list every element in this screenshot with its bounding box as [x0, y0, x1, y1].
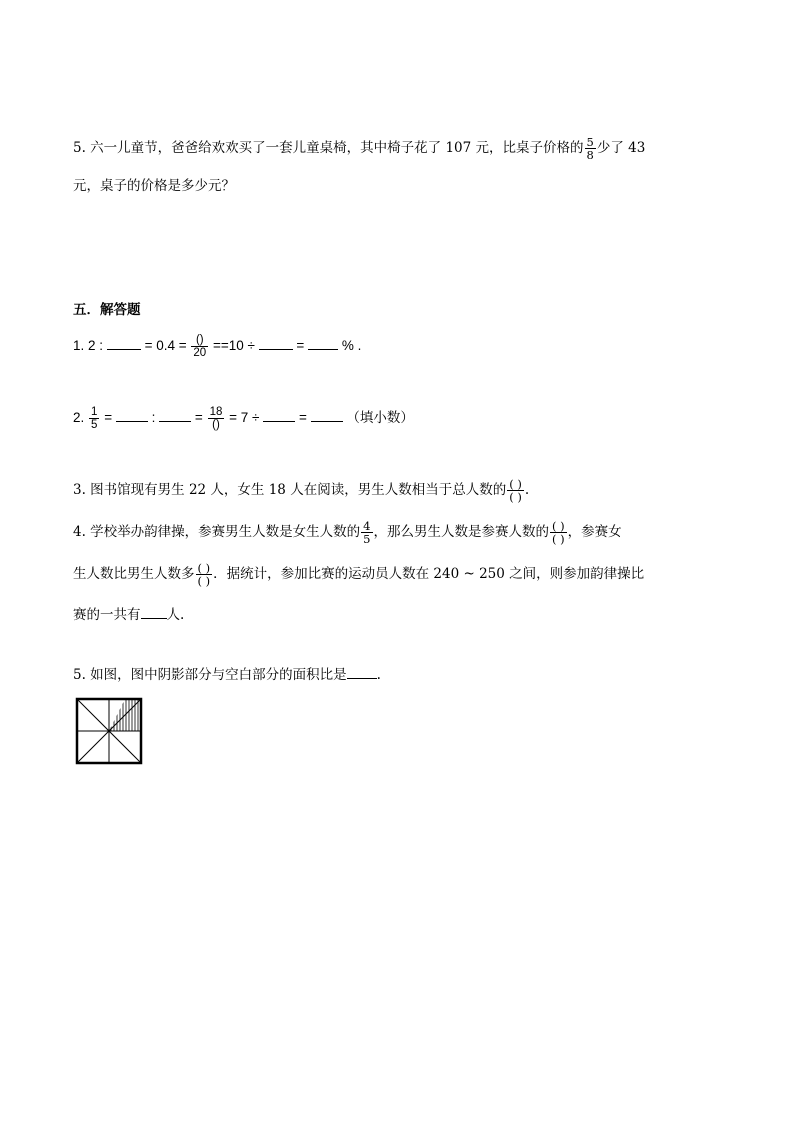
fraction-denominator: 8: [586, 148, 594, 162]
fraction-denominator: ( ): [197, 574, 211, 588]
fraction-five-eighths: [585, 136, 596, 161]
fraction-answer-blank[interactable]: [550, 520, 567, 545]
q1-eq3: =: [296, 338, 305, 354]
q2-eq2: =: [194, 410, 203, 426]
q4-text-b: ，那么男生人数是参赛人数的: [373, 524, 549, 540]
question-1: [73, 334, 361, 359]
fraction-numerator: 18: [209, 406, 223, 418]
q3-end: .: [524, 482, 530, 498]
question-4-line2: [73, 562, 644, 587]
fraction-denominator: ( ): [552, 532, 565, 546]
fraction-numerator: 5: [586, 135, 594, 149]
answer-blank[interactable]: [107, 335, 141, 350]
answer-blank[interactable]: [116, 407, 148, 422]
section-title-text: 五．解答题: [73, 302, 141, 318]
prev-question-5-line2: [73, 176, 235, 196]
prev-q5-text-a: 5. 六一儿童节，爸爸给欢欢买了一套儿童桌椅，其中椅子花了 107 元，比桌子价格的: [73, 140, 584, 156]
question-5: [73, 664, 381, 685]
answer-blank[interactable]: [311, 407, 343, 422]
answer-blank[interactable]: [259, 335, 293, 350]
q1-prefix: 1. 2 :: [73, 338, 104, 354]
q4-text-a: 4. 学校举办韵律操，参赛男生人数是女生人数的: [73, 524, 361, 540]
q4-line3-a: 赛的一共有: [73, 607, 141, 623]
prev-q5-text-b: 少了 43: [596, 140, 646, 156]
q2-colon: :: [151, 410, 156, 426]
q2-eq4: =: [298, 410, 307, 426]
prev-q5-text-line2: 元，桌子的价格是多少元？: [73, 178, 235, 194]
question-3: [73, 478, 529, 503]
fraction-answer-blank[interactable]: [507, 478, 524, 503]
answer-blank[interactable]: [308, 335, 338, 350]
fraction-numerator: (): [191, 334, 208, 347]
q1-eq1: = 0.4 =: [144, 338, 187, 354]
fraction-denominator: 20: [193, 347, 207, 359]
q4-line2-a: 生人数比男生人数多: [73, 566, 195, 582]
question-4-line1: [73, 520, 622, 545]
q2-note: （填小数）: [346, 410, 414, 427]
fraction-answer-blank[interactable]: [196, 562, 213, 587]
prev-question-5-line1: [73, 136, 645, 161]
q4-text-c: ，参赛女: [567, 524, 622, 540]
fraction-denominator: 5: [91, 419, 98, 431]
q5-end: .: [376, 667, 381, 683]
fraction-numerator: 4: [363, 519, 371, 533]
q5-text: 5. 如图，图中阴影部分与空白部分的面积比是: [73, 667, 347, 683]
fraction-numerator: ( ): [197, 561, 211, 575]
fraction-numerator: 1: [91, 406, 98, 418]
fraction-18-over-blank: [208, 406, 225, 431]
q2-eq3: = 7 ÷: [229, 410, 260, 426]
fraction-numerator: ( ): [552, 519, 565, 533]
answer-blank[interactable]: [159, 407, 191, 422]
q1-eq2: ==10 ÷: [212, 338, 255, 354]
q1-suffix: % .: [341, 338, 362, 354]
q2-prefix: 2.: [73, 410, 85, 426]
section-title: [73, 300, 141, 320]
fraction-denominator: ( ): [509, 490, 522, 504]
q2-eq1: =: [104, 410, 113, 426]
q4-line3-b: 人.: [166, 607, 185, 623]
question-4-line3: [73, 604, 184, 625]
fraction-blank-over-20: [191, 334, 208, 359]
answer-blank[interactable]: [263, 407, 295, 422]
answer-blank[interactable]: [141, 604, 167, 619]
fraction-denominator: (): [212, 419, 220, 431]
fraction-one-fifth: [89, 406, 99, 431]
shaded-square-figure: [74, 696, 144, 766]
fraction-numerator: ( ): [509, 477, 522, 491]
q3-text: 3. 图书馆现有男生 22 人，女生 18 人在阅读，男生人数相当于总人数的: [73, 482, 507, 498]
fraction-denominator: 5: [363, 532, 371, 546]
q4-line2-b: ．据统计，参加比赛的运动员人数在 240 ~ 250 之间，则参加韵律操比: [213, 566, 645, 582]
question-2: [73, 406, 414, 431]
fraction-four-fifths: [361, 520, 372, 545]
answer-blank[interactable]: [347, 664, 377, 679]
